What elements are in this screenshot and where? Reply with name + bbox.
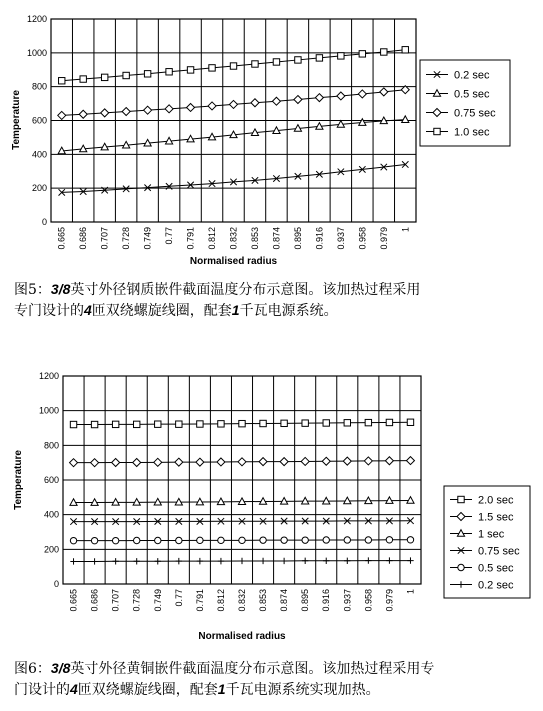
x-tick-label: 0.958 [363, 589, 374, 612]
data-point [252, 61, 258, 67]
data-point [407, 537, 413, 543]
caption-fig6 [14, 658, 529, 700]
data-point [134, 421, 140, 427]
chart-fig5 [0, 0, 543, 270]
data-point [316, 55, 322, 61]
x-tick-label: 0.686 [78, 227, 89, 250]
data-point [344, 537, 350, 543]
x-tick-label: 0.874 [279, 589, 290, 612]
data-point [209, 65, 215, 71]
x-axis-title: Normalised radius [189, 256, 278, 267]
data-point [197, 537, 203, 543]
data-point [239, 537, 245, 543]
data-point [91, 421, 97, 427]
data-point [112, 537, 118, 543]
y-tick-label: 1000 [38, 405, 59, 416]
legend-label: 0.75 sec [478, 545, 520, 558]
x-tick-label: 0.749 [152, 589, 163, 612]
caption-fig6-power: 1 [217, 681, 226, 697]
legend-label: 1.0 sec [454, 126, 490, 139]
caption-fig6-turns: 4 [70, 681, 78, 697]
y-tick-label: 1200 [38, 371, 59, 381]
data-point [166, 69, 172, 75]
data-point [59, 78, 65, 84]
data-point [407, 419, 413, 425]
data-point [70, 537, 76, 543]
x-tick-label: 0.77 [173, 589, 184, 607]
y-tick-label: 800 [43, 440, 59, 451]
x-tick-label: 0.895 [300, 589, 311, 612]
y-tick-label: 1200 [26, 14, 47, 24]
caption-fig5-turns: 4 [84, 302, 92, 318]
data-point [230, 63, 236, 69]
legend-label: 0.2 sec [478, 579, 514, 592]
y-axis-title: Temperature [11, 90, 22, 150]
legend-label: 0.2 sec [454, 69, 490, 82]
x-tick-label: 0.707 [110, 589, 121, 612]
caption-fig5-text1: 英寸外径钢质嵌件截面温度分布示意图。该加热过程采用 [70, 282, 421, 298]
y-tick-label: 200 [31, 183, 47, 194]
data-point [359, 51, 365, 57]
legend-label: 1 sec [478, 528, 505, 541]
y-tick-label: 600 [43, 475, 59, 485]
data-point [381, 49, 387, 55]
data-point [155, 537, 161, 543]
caption-fig5-label: 图5： [14, 282, 51, 298]
legend-label: 2.0 sec [478, 494, 514, 507]
data-point [197, 421, 203, 427]
data-point [176, 537, 182, 543]
data-point [80, 76, 86, 82]
y-tick-label: 0 [53, 579, 59, 589]
legend-label: 0.5 sec [454, 88, 490, 101]
data-point [176, 421, 182, 427]
x-tick-label: 1 [405, 589, 416, 595]
caption-fig6-text2: 门设计的 [14, 682, 70, 698]
x-tick-label: 0.979 [384, 589, 395, 612]
data-point [365, 537, 371, 543]
y-tick-label: 400 [43, 509, 59, 520]
caption-fig5-text4: 千瓦电源系统。 [239, 303, 338, 319]
legend-label: 0.5 sec [478, 562, 514, 575]
data-point [187, 67, 193, 73]
data-point [218, 421, 224, 427]
y-axis-title: Temperature [13, 450, 24, 510]
data-point [123, 72, 129, 78]
caption-fig6-text1: 英寸外径黄铜嵌件截面温度分布示意图。该加热过程采用专 [70, 661, 435, 677]
y-tick-label: 600 [31, 115, 47, 126]
data-point [281, 420, 287, 426]
y-tick-label: 800 [31, 81, 47, 92]
caption-fig5-text2: 专门设计的 [14, 303, 84, 319]
data-point [101, 74, 107, 80]
x-tick-label: 0.791 [194, 589, 205, 612]
legend-marker [458, 496, 464, 502]
x-tick-label: 0.707 [99, 227, 110, 250]
data-point [260, 537, 266, 543]
x-tick-label: 0.958 [357, 227, 368, 250]
data-point [402, 47, 408, 53]
caption-fig6-size: 3/8 [50, 660, 71, 676]
x-tick-label: 0.77 [164, 227, 175, 245]
x-tick-label: 0.686 [89, 589, 100, 612]
x-tick-label: 0.916 [321, 589, 332, 612]
x-tick-label: 0.895 [292, 227, 303, 250]
data-point [386, 537, 392, 543]
data-point [295, 57, 301, 63]
chart-fig6 [0, 362, 543, 652]
legend-label: 0.75 sec [454, 107, 496, 120]
data-point [134, 537, 140, 543]
caption-fig6-text4: 千瓦电源系统实现加热。 [225, 682, 380, 698]
data-point [155, 421, 161, 427]
y-tick-label: 1000 [26, 47, 47, 58]
x-tick-label: 0.665 [68, 589, 79, 612]
x-tick-label: 0.832 [237, 589, 247, 612]
x-tick-label: 0.979 [378, 227, 389, 250]
x-tick-label: 0.812 [207, 227, 218, 250]
data-point [144, 71, 150, 77]
x-tick-label: 0.728 [121, 227, 132, 250]
x-tick-label: 0.665 [56, 227, 67, 250]
legend-marker [434, 128, 440, 134]
y-tick-label: 400 [31, 149, 47, 160]
caption-fig5-text3: 匝双绕螺旋线圈，配套 [91, 303, 232, 319]
data-point [218, 537, 224, 543]
x-axis-title: Normalised radius [198, 631, 286, 642]
x-tick-label: 0.874 [271, 227, 282, 250]
data-point [338, 53, 344, 59]
y-tick-label: 200 [43, 544, 59, 555]
x-tick-label: 1 [400, 227, 411, 233]
caption-fig5-size: 3/8 [50, 281, 71, 297]
legend-label: 1.5 sec [478, 511, 514, 524]
x-tick-label: 0.916 [314, 227, 325, 250]
x-tick-label: 0.853 [249, 227, 260, 250]
data-point [260, 420, 266, 426]
data-point [91, 537, 97, 543]
data-point [344, 420, 350, 426]
data-point [302, 420, 308, 426]
data-point [239, 420, 245, 426]
y-tick-label: 0 [41, 217, 47, 227]
data-point [281, 537, 287, 543]
x-tick-label: 0.749 [142, 227, 153, 250]
data-point [323, 420, 329, 426]
x-tick-label: 0.853 [258, 589, 269, 612]
x-tick-label: 0.937 [335, 227, 346, 250]
data-point [365, 419, 371, 425]
x-tick-label: 0.812 [215, 589, 226, 612]
x-tick-label: 0.832 [228, 227, 239, 250]
caption-fig5 [14, 279, 529, 321]
data-point [70, 421, 76, 427]
data-point [386, 419, 392, 425]
x-tick-label: 0.937 [342, 589, 353, 612]
caption-fig6-label: 图6： [14, 661, 51, 677]
x-tick-label: 0.728 [131, 589, 142, 612]
data-point [112, 421, 118, 427]
x-tick-label: 0.791 [185, 227, 196, 250]
data-point [273, 59, 279, 65]
legend-marker [458, 564, 464, 570]
caption-fig5-power: 1 [231, 302, 240, 318]
caption-fig6-text3: 匝双绕螺旋线圈，配套 [77, 682, 218, 698]
data-point [323, 537, 329, 543]
data-point [302, 537, 308, 543]
